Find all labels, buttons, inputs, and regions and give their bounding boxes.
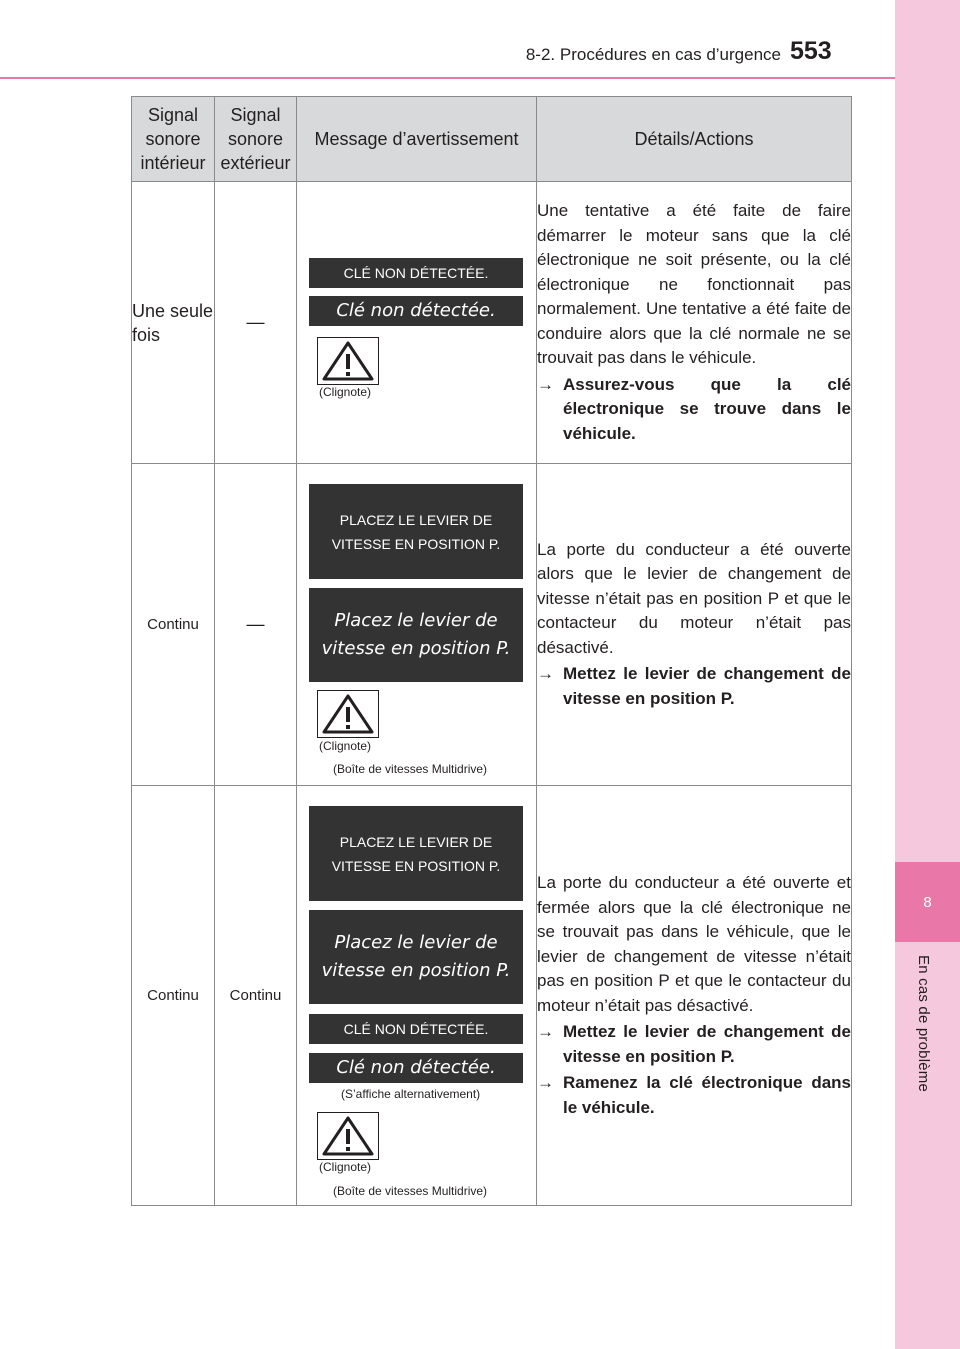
table-header-row: [132, 97, 852, 182]
message-display-text: Placez le levier de vitesse en position P.: [309, 588, 523, 682]
chapter-label: En cas de problème: [915, 955, 932, 1093]
arrow-icon: →: [537, 1022, 554, 1041]
warning-triangle-icon: [317, 337, 379, 385]
warning-message-cell: [297, 182, 537, 464]
action-text: Mettez le levier de changement de vitesse en position P.: [563, 1022, 851, 1066]
details-text: La porte du conducteur a été ouverte et fermée alors que la clé électronique ne se trouvait pas dans le véhicule, que le levier de changement de vitesse n’était pas en position P et que le contacteur du moteur n’était pas désactivé.: [537, 873, 851, 1015]
message-display-text-key: Clé non détectée.: [309, 1053, 523, 1083]
warning-message-cell: [297, 464, 537, 786]
header-details: Détails/Actions: [537, 97, 852, 182]
details-cell: [537, 786, 852, 1206]
table-row: [132, 464, 852, 786]
action-text: Mettez le levier de changement de vitesse en position P.: [563, 664, 851, 708]
arrow-icon: →: [537, 664, 554, 684]
table-row: [132, 786, 852, 1206]
interior-buzzer-value: Continu: [132, 464, 215, 786]
message-display-text: Clé non détectée.: [309, 296, 523, 326]
action-item: [537, 373, 851, 447]
details-cell: [537, 182, 852, 464]
details-cell: [537, 464, 852, 786]
header-interior-buzzer: Signal sonore intérieur: [132, 97, 215, 182]
chapter-sidebar: [895, 0, 960, 1349]
warning-triangle-icon: [317, 1112, 379, 1160]
transmission-caption: (Boîte de vitesses Multidrive): [333, 762, 488, 776]
details-text: Une tentative a été faite de faire démarrer le moteur sans que la clé électronique ne soit présente, ou la clé électronique ne fonctionnait pas normalement. Une tentative a été faite de conduire alors que la clé normale ne se trouvait pas dans le véhicule.: [537, 201, 851, 367]
blink-caption: (Clignote): [319, 385, 372, 399]
message-display-caps-key: CLÉ NON DÉTECTÉE.: [309, 1014, 523, 1044]
section-title: 8-2. Procédures en cas d’urgence: [525, 45, 781, 64]
chapter-tab[interactable]: 8: [895, 862, 960, 942]
interior-buzzer-value: Une seule fois: [132, 182, 215, 464]
arrow-icon: →: [537, 374, 554, 394]
warning-message-cell: [297, 786, 537, 1206]
message-display-caps: PLACEZ LE LEVIER DE VITESSE EN POSITION P.: [309, 484, 523, 579]
action-text: Assurez-vous que la clé électronique se trouve dans le véhicule.: [563, 374, 851, 443]
transmission-caption: (Boîte de vitesses Multidrive): [333, 1184, 488, 1198]
action-text: Ramenez la clé électronique dans le véhicule.: [563, 1073, 851, 1117]
header-exterior-buzzer: Signal sonore extérieur: [215, 97, 297, 182]
warning-table: [131, 96, 852, 1206]
warning-triangle-icon: [317, 690, 379, 738]
interior-buzzer-value: Continu: [132, 786, 215, 1206]
details-text: La porte du conducteur a été ouverte alors que le levier de changement de vitesse n’était pas en position P et que le contacteur du moteur n’était pas désactivé.: [537, 539, 851, 657]
action-item: [537, 1020, 851, 1069]
alternate-caption: (S’affiche alternativement): [341, 1087, 481, 1101]
action-item: [537, 1071, 851, 1120]
table-row: [132, 182, 852, 464]
header-warning-message: Message d’avertissement: [297, 97, 537, 182]
blink-caption: (Clignote): [319, 739, 372, 753]
exterior-buzzer-value: —: [215, 464, 297, 786]
blink-caption: (Clignote): [319, 1160, 372, 1174]
message-display-caps: CLÉ NON DÉTECTÉE.: [309, 258, 523, 288]
page-number: 553: [790, 37, 832, 65]
message-display-caps: PLACEZ LE LEVIER DE VITESSE EN POSITION P.: [309, 806, 523, 901]
exterior-buzzer-value: —: [215, 182, 297, 464]
header-divider: [0, 77, 895, 79]
message-display-text: Placez le levier de vitesse en position P.: [309, 910, 523, 1004]
exterior-buzzer-value: Continu: [215, 786, 297, 1206]
action-item: [537, 662, 851, 711]
arrow-icon: →: [537, 1073, 554, 1092]
